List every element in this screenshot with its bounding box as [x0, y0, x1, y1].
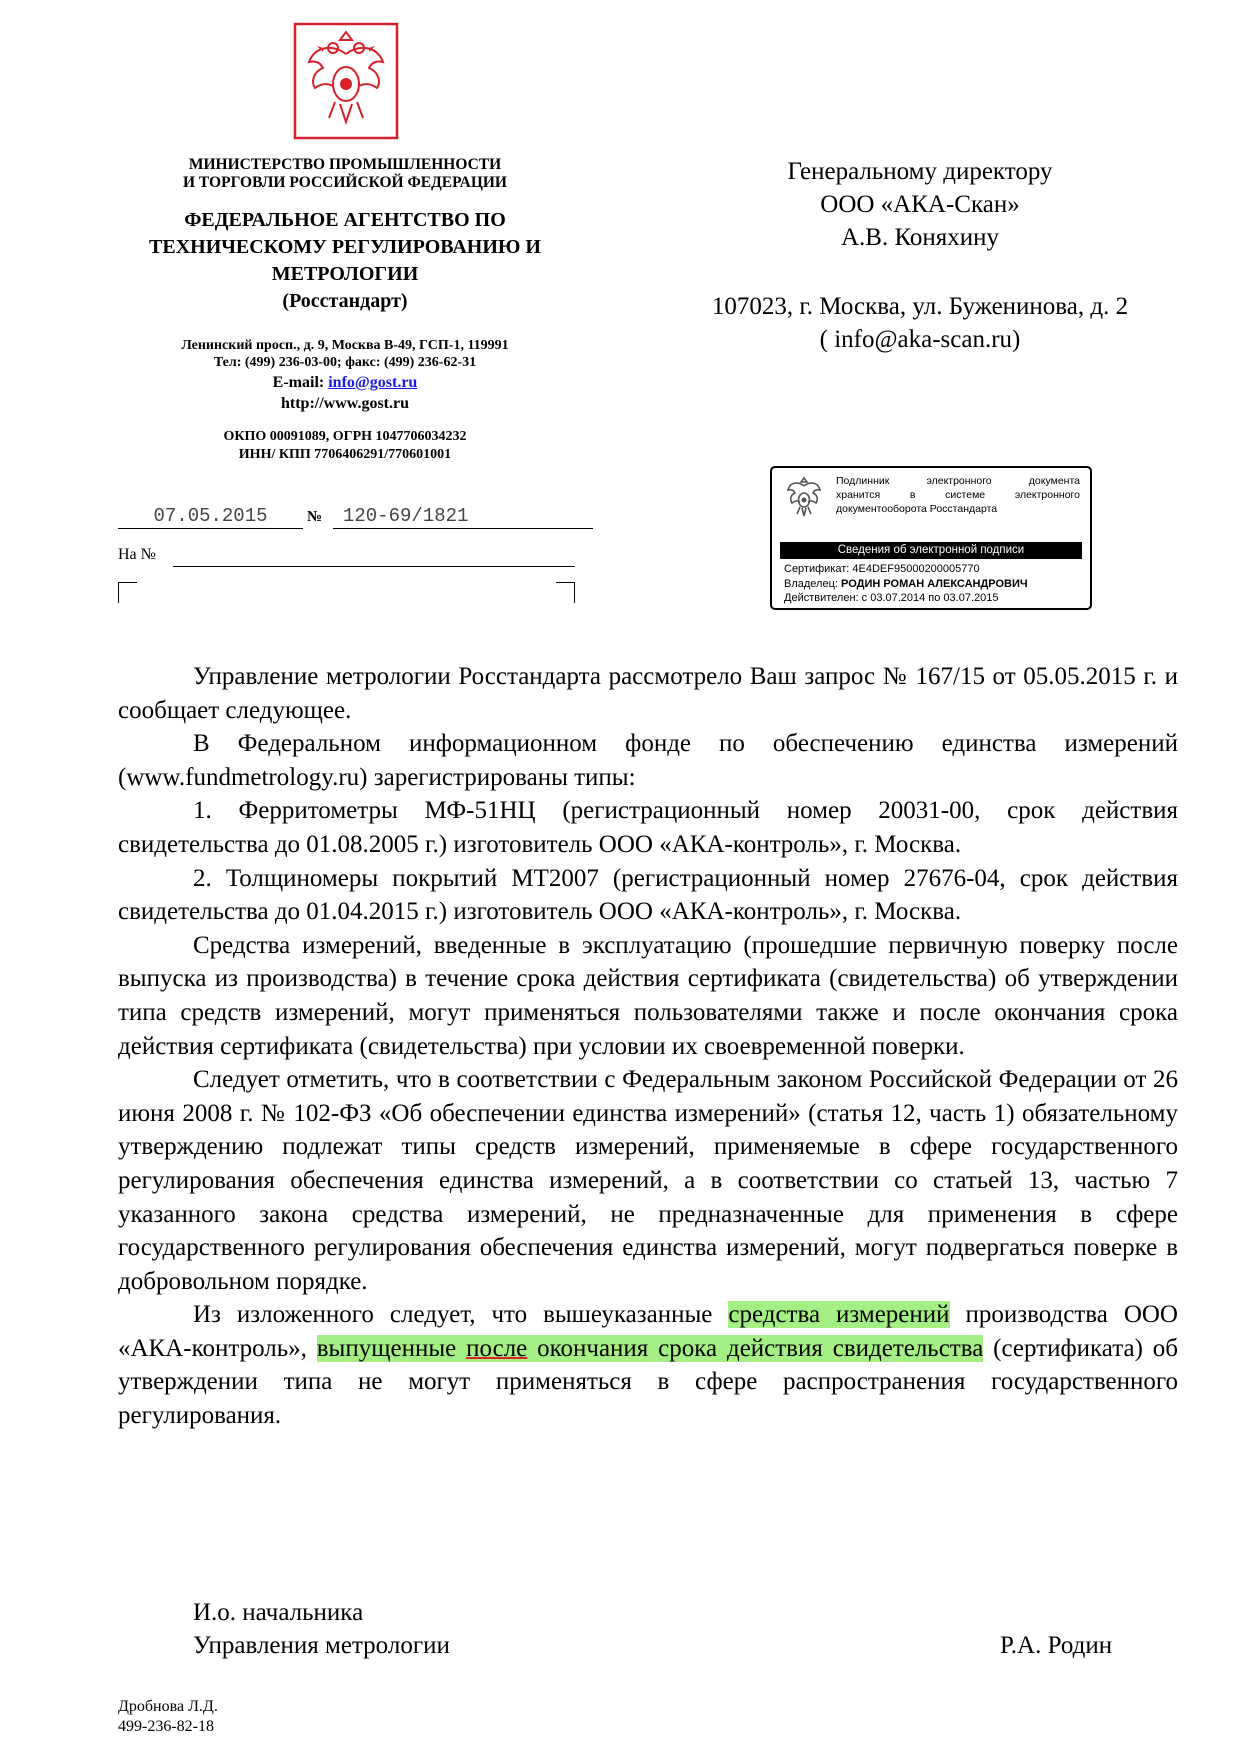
coat-of-arms-emblem — [293, 22, 399, 140]
stamp-details — [784, 562, 1084, 606]
agency-website: http://www.gost.ru — [280, 395, 409, 412]
signatory-name: Р.А. Родин — [1000, 1632, 1113, 1659]
document-date: 07.05.2015 — [118, 505, 303, 529]
paragraph-4: 2. Толщиномеры покрытий МТ2007 (регистрационный номер 27676-04, срок действия свидетельства до 01.04.2015 г.) изготовитель ООО «АКА-контроль», г. Москва. — [118, 864, 1178, 926]
paragraph-7: Из изложенного следует, что вышеуказанные средства измерений производства ООО «АКА-контроль», выпущенные после окончания срока действия свидетельства (сертификата) об утверждении типа не могут применяться в сфере распространения государственного регулирования. — [118, 1301, 1178, 1430]
agency-codes: ОКПО 00091089, ОГРН 1047706034232 ИНН/ КПП 7706406291/770601001 — [223, 429, 467, 462]
paragraph-1: Управление метрологии Росстандарта рассмотрело Ваш запрос № 167/15 от 05.05.2015 г. и сообщает следующее. — [118, 663, 1178, 724]
corner-mark-left — [118, 582, 137, 603]
number-sign: № — [307, 509, 323, 525]
reply-to-line — [173, 566, 575, 567]
paragraph-2: В Федеральном информационном фонде по обеспечению единства измерений (www.fundmetrology.ru) зарегистрированы типы: — [118, 730, 1178, 791]
agency-email-link[interactable]: info@gost.ru — [328, 374, 418, 391]
paragraph-5: Средства измерений, введенные в эксплуатацию (прошедшие первичную поверку после выпуска из производства) в течение срока действия сертификата (свидетельства) об утверждении типа средств измерений, могут применяться пользователями также и после окончания срока действия сертификата (свидетельства) при условии их своевременной поверки. — [118, 931, 1178, 1060]
recipient-address: 107023, г. Москва, ул. Буженинова, д. 2 ( info@aka-scan.ru) — [711, 293, 1129, 353]
paragraph-6: Следует отметить, что в соответствии с Федеральным законом Российской Федерации от 26 июня 2008 г. № 102-ФЗ «Об обеспечении единства измерений» (статья 12, часть 1) обязательному утверждению подлежат типы средств измерений, применяемые в сфере государственного регулирования обеспечения единства измерений, а в соответствии со статьей 13, частью 7 указанного закона средства измерений, не предназначенные для применения в сфере государственного регулирования обеспечения единства измерений, могут подвергаться поверке в добровольном порядке. — [118, 1066, 1178, 1295]
document-number: 120-69/1821 — [333, 505, 593, 529]
agency-email-line: E-mail: info@gost.ru — [272, 374, 418, 391]
ministry-name: МИНИСТЕРСТВО ПРОМЫШЛЕННОСТИ И ТОРГОВЛИ РОССИЙСКОЙ ФЕДЕРАЦИИ — [182, 156, 507, 191]
underlined-word: после — [466, 1334, 528, 1362]
letter-body — [118, 660, 1178, 1433]
stamp-emblem-icon — [784, 476, 824, 518]
agency-name: ФЕДЕРАЛЬНОЕ АГЕНТСТВО ПО ТЕХНИЧЕСКОМУ РЕГУЛИРОВАНИЮ И МЕТРОЛОГИИ (Росстандарт) — [149, 209, 541, 312]
corner-mark-right — [556, 582, 575, 603]
highlight-means-of-measurement: средства измерений — [728, 1301, 950, 1329]
paragraph-3: 1. Ферритометры МФ-51НЦ (регистрационный номер 20031-00, срок действия свидетельства до 01.08.2005 г.) изготовитель ООО «АКА-контроль», г. Москва. — [118, 797, 1178, 858]
reply-to-label: На № — [118, 546, 156, 563]
agency-address: Ленинский просп., д. 9, Москва В-49, ГСП-1, 119991 Тел: (499) 236-03-00; факс: (499) 236-62-31 — [181, 338, 509, 370]
executor-info — [118, 1697, 218, 1737]
signatory-title: И.о. начальника Управления метрологии — [193, 1599, 450, 1659]
electronic-signature-stamp — [770, 466, 1092, 610]
highlight-issued-after-expiry: выпущенные после окончания срока действия свидетельства — [316, 1334, 984, 1362]
executor-name: Дробнова Л.Д. — [118, 1698, 218, 1715]
stamp-validity: Действителен: с 03.07.2014 по 03.07.2015 — [784, 592, 999, 604]
stamp-title-bar: Сведения об электронной подписи — [780, 542, 1082, 559]
stamp-note: Подлинник электронного документа хранится в системе электронного документооборота Росстандарта — [836, 475, 1080, 515]
recipient-block: Генеральному директору ООО «АКА-Скан» А.В. Коняхину — [787, 158, 1053, 251]
stamp-certificate: Сертификат: 4E4DEF95000200005770 — [784, 563, 980, 575]
stamp-owner: Владелец: РОДИН РОМАН АЛЕКСАНДРОВИЧ — [784, 577, 1028, 590]
executor-phone: 499-236-82-18 — [118, 1718, 214, 1735]
